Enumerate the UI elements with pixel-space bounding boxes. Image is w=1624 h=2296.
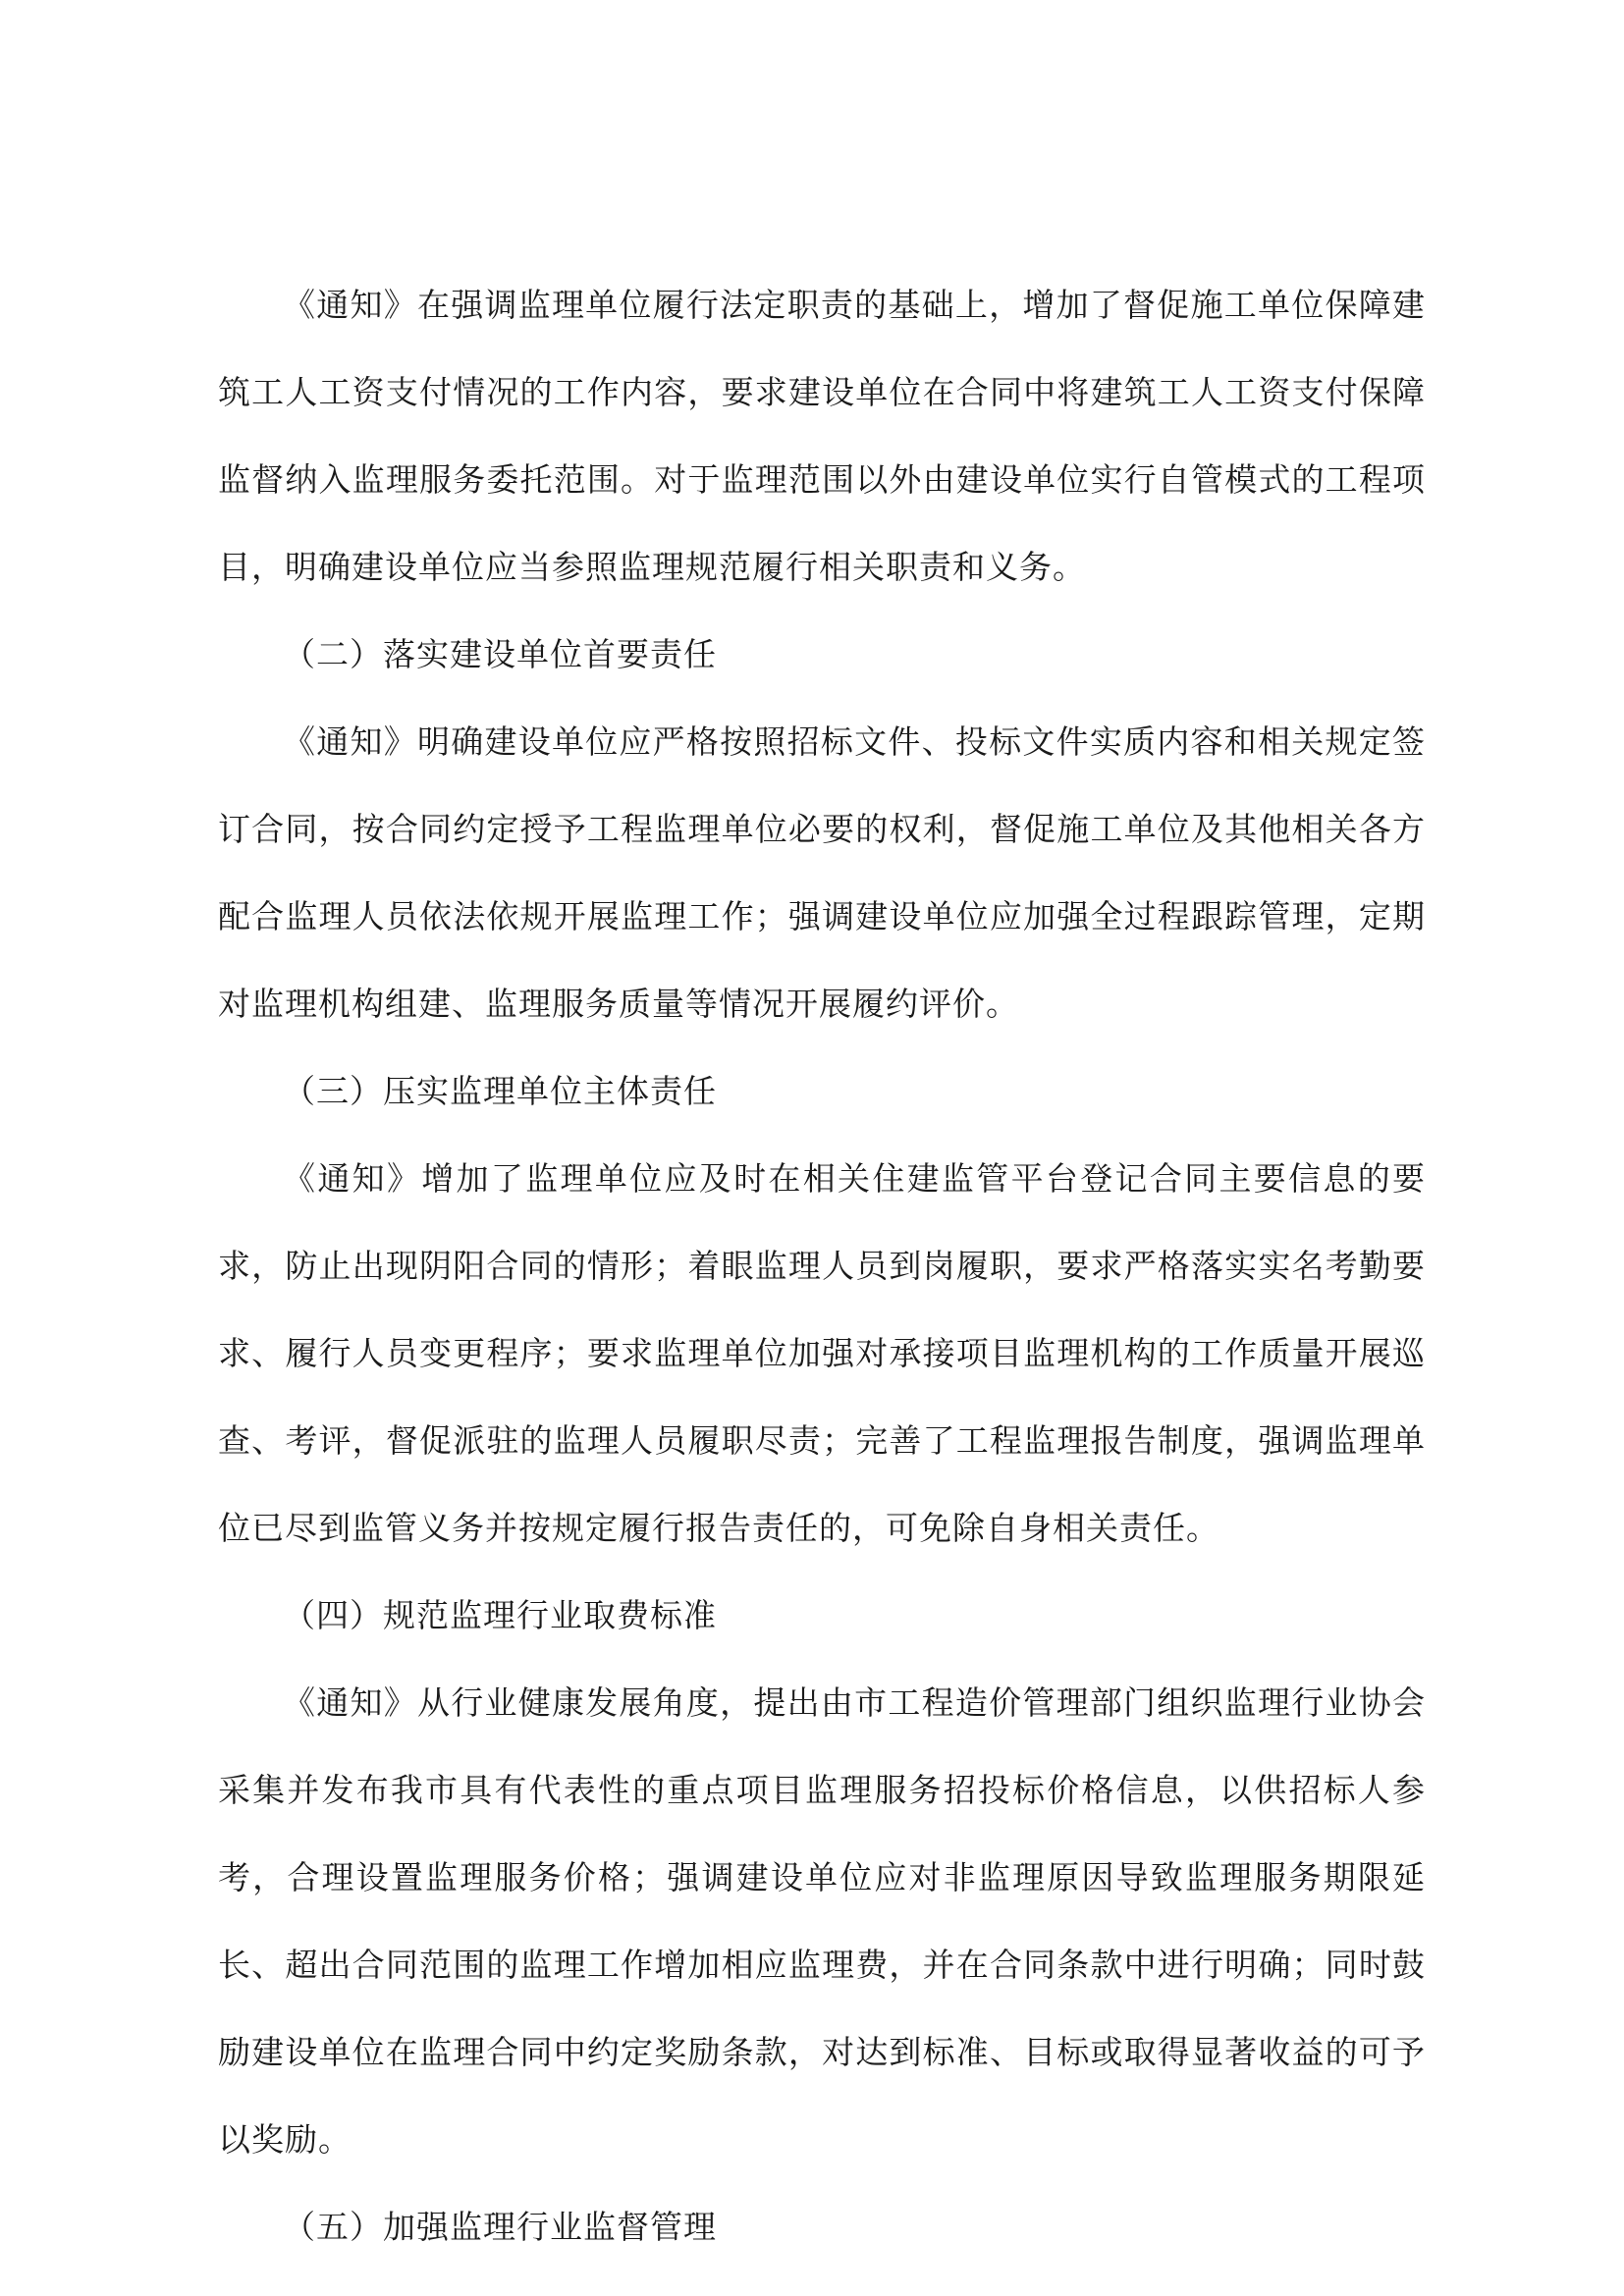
paragraph-2: 《通知》明确建设单位应严格按照招标文件、投标文件实质内容和相关规定签订合同，按合同约定授予工程监理单位必要的权利，督促施工单位及其他相关各方配合监理人员依法依规开展监理工作；强调建设单位应加强全过程跟踪管理，定期对监理机构组建、监理服务质量等情况开展履约评价。 xyxy=(218,722,1426,1023)
document-body xyxy=(218,261,1426,2270)
section-heading-3: （三）压实监理单位主体责任 xyxy=(283,1072,717,1110)
paragraph-3: 《通知》增加了监理单位应及时在相关住建监管平台登记合同主要信息的要求，防止出现阴阳合同的情形；着眼监理人员到岗履职，要求严格落实实名考勤要求、履行人员变更程序；要求监理单位加强对承接项目监理机构的工作质量开展巡查、考评，督促派驻的监理人员履职尽责；完善了工程监理报告制度，强调监理单位已尽到监管义务并按规定履行报告责任的，可免除自身相关责任。 xyxy=(218,1159,1426,1547)
section-heading-4: （四）规范监理行业取费标准 xyxy=(283,1596,717,1634)
paragraph-4: 《通知》从行业健康发展角度，提出由市工程造价管理部门组织监理行业协会采集并发布我市具有代表性的重点项目监理服务招投标价格信息，以供招标人参考，合理设置监理服务价格；强调建设单位应对非监理原因导致监理服务期限延长、超出合同范围的监理工作增加相应监理费，并在合同条款中进行明确；同时鼓励建设单位在监理合同中约定奖励条款，对达到标准、目标或取得显著收益的可予以奖励。 xyxy=(218,1683,1426,2159)
section-heading-2: （二）落实建设单位首要责任 xyxy=(283,635,717,673)
paragraph-1: 《通知》在强调监理单位履行法定职责的基础上，增加了督促施工单位保障建筑工人工资支付情况的工作内容，要求建设单位在合同中将建筑工人工资支付保障监督纳入监理服务委托范围。对于监理范围以外由建设单位实行自管模式的工程项目，明确建设单位应当参照监理规范履行相关职责和义务。 xyxy=(218,286,1426,586)
section-heading-5: （五）加强监理行业监督管理 xyxy=(283,2208,717,2246)
